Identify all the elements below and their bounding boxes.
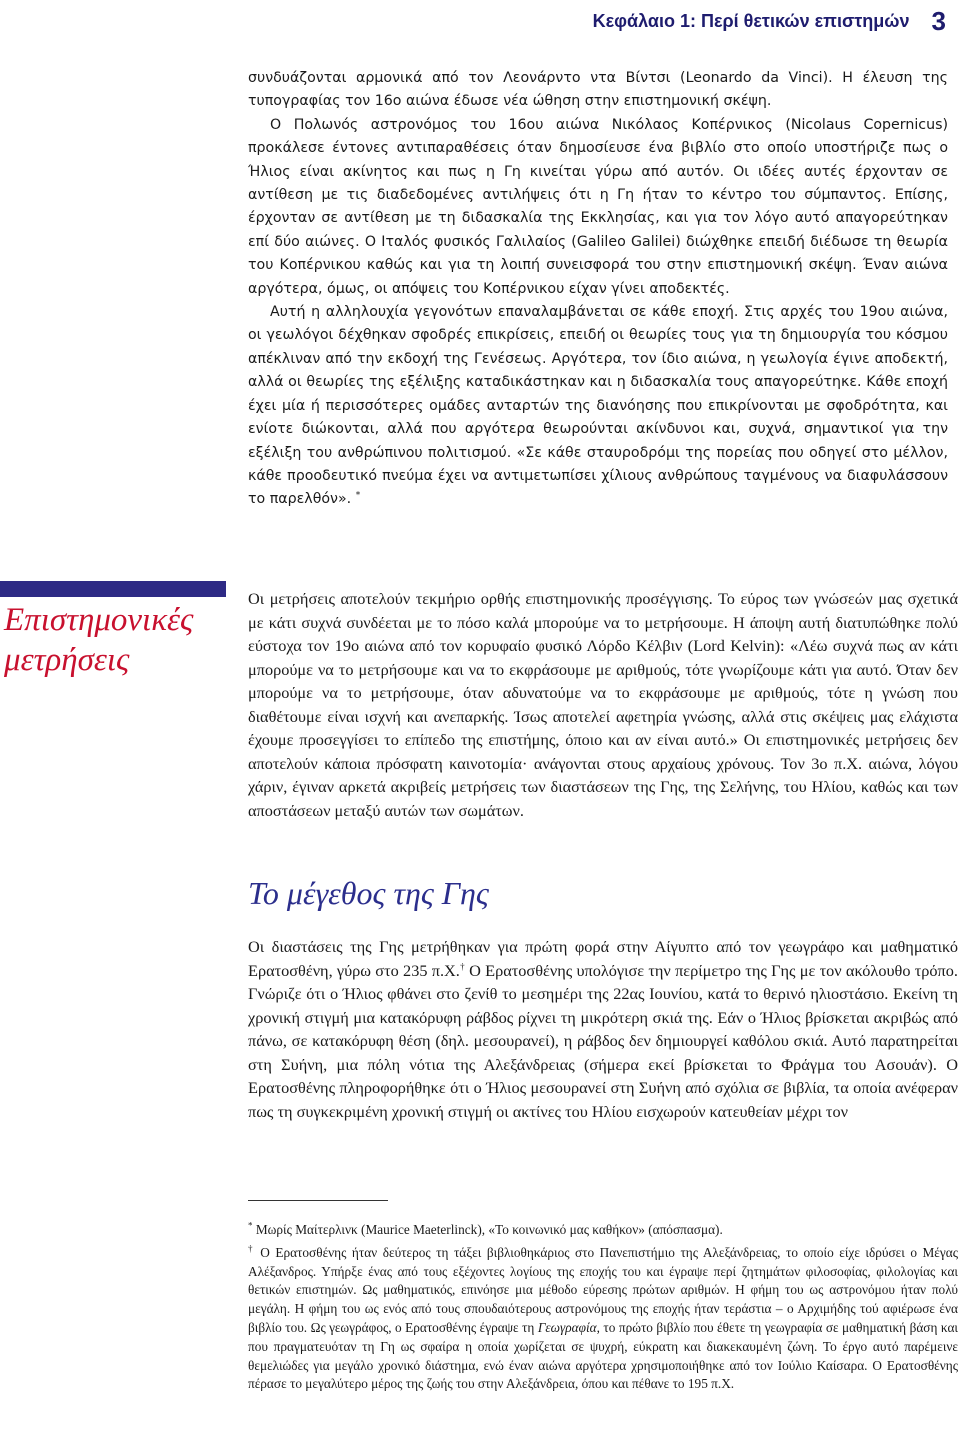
footnote-2-italic: Γεωγραφία [537,1319,597,1335]
measurements-text [248,587,958,822]
measurements-paragraph: Οι μετρήσεις αποτελούν τεκμήριο ορθής επιστημονικής προσέγγισης. Το εύρος των γνώσεών μας σχετικά με κάτι συχνά συνδέεται με το πόσο καλά μπορούμε να το μετρήσουμε. Η άποψη αυτή διατυπώθηκε πολύ εύστοχα τον 19ο αιώνα από τον κορυφαίο φυσικό Λόρδο Κέλβιν (Lord Kelvin): «Λέω συχνά πως αν κάτι μπορούμε να το μετρήσουμε και να το εκφράσουμε με αριθμούς, τότε γνωρίζουμε κάτι για αυτό. Όταν δεν μπορούμε να το μετρήσουμε, όταν αδυνατούμε να το εκφράσουμε με αριθμούς, τότε η γνώση που διαθέτουμε είναι ισχνή και ανεπαρκής. Ίσως αποτελεί αφετηρία γνώσης, αλλά στις σκέψεις μας ελάχιστα έχουμε προσεγγίσει το επίπεδο της επιστήμης, όποιο και αν είναι αυτό.» Οι επιστημονικές μετρήσεις δεν αποτελούν κάποια πρόσφατη καινοτομία· ανάγονται στους αρχαίους χρόνους. Τον 3ο π.Χ. αιώνα, λόγου χάριν, έγιναν αρκετά ακριβείς μετρήσεις των διαστάσεων της Γης, της Σελήνης, του Ηλίου, καθώς και των αποστάσεων μεταξύ αυτών των σωμάτων. [248,589,958,820]
section-bar [0,581,226,597]
earth-paragraph [248,935,958,1123]
footnotes [248,1221,958,1398]
footnote-2 [248,1244,958,1394]
intro-text [248,67,948,512]
sidebar-heading-line-1: Επιστημονικές [4,602,194,638]
footnote-2-text-a: Ο Ερατοσθένης ήταν δεύτερος τη τάξει βιβλιοθηκάριος στο Πανεπιστήμιο της Αλεξάνδρειας, το οποίο είχε ιδρύσει ο Μέγας Αλέξανδρος. Υπήρξε ένας από τους εξέχοντες λογίους της εποχής του και έγραψε περί ζητημάτων φιλοσοφίας, φιλολογίας και θετικών επιστημών. Ως μαθηματικός, επινόησε μια μέθοδο εύρεσης πρώτων αριθμών. Η φήμη του ως αστρονόμου ήταν πολύ μεγάλη. Η φήμη του ως ενός από τους σπουδαιότερους αστρονόμους της εποχής ήταν τεράστια – ο Αρχιμήδης τού αφιέρωσε ένα βιβλίο του. Ως γεωγράφος, ο Ερατοσθένης έγραψε τη [248,1244,959,1335]
section-heading-earth-size: Το μέγεθος της Γης [248,875,489,911]
earth-text [248,935,958,1123]
footnote-2-mark: † [248,1243,255,1254]
sidebar-heading-line-2: μετρήσεις [4,642,130,678]
running-header [593,6,946,37]
footnote-1-text: Μωρίς Μαίτερλινκ (Maurice Maeterlinck), «Το κοινωνικό μας καθήκον» (απόσπασμα). [252,1222,723,1237]
footnote-1-mark: * [248,1220,253,1231]
footnote-ref-star: * [355,490,361,501]
intro-paragraph-2: Ο Πολωνός αστρονόμος του 16ου αιώνα Νικόλαος Κοπέρνικος (Nicolaus Copernicus) προκάλεσε έντονες αντιπαραθέσεις όταν δημοσίευσε ένα βιβλίο στο οποίο υποστήριζε πως ο Ήλιος είναι ακίνητος και πως η Γη κινείται γύρω από αυτόν. Οι ιδέες αυτές έρχονταν σε αντίθεση με τις διαδεδομένες αντιλήψεις ότι η Γη ήταν το κέντρο του σύμπαντος. Επίσης, έρχονταν σε αντίθεση με τη διδασκαλία της Εκκλησίας, και για τον λόγο αυτό απαγορεύτηκαν επί δύο αιώνες. Ο Ιταλός φυσικός Γαλιλαίος (Galileo Galilei) διώχθηκε επειδή διέδωσε τη θεωρία του Κοπέρνικου καθώς και για τη λοιπή συνεισφορά του στην επιστημονική σκέψη. Έναν αιώνα αργότερα, όμως, οι απόψεις του Κοπέρνικου είχαν γίνει αποδεκτές. [248,116,948,297]
footnote-ref-dagger: † [459,961,465,972]
earth-paragraph-a: Οι διαστάσεις της Γης μετρήθηκαν για πρώτη φορά στην Αίγυπτο από τον γεωγράφο και μαθηματικό Ερατοσθένη, γύρω στο 235 π.Χ. [248,937,958,980]
earth-paragraph-b: Ο Ερατοσθένης υπολόγισε την περίμετρο της Γης με τον ακόλουθο τρόπο. Γνώριζε ότι ο Ήλιος φθάνει στο ζενίθ το μεσημέρι της 22ας Ιουνίου, κατά το θερινό ηλιοστάσιο. Εκείνη τη χρονική στιγμή μια κατακόρυφη ράβδος ρίχνει τη μικρότερη σκιά της. Εάν ο Ήλιος βρίσκεται ακριβώς από πάνω, σε κατακόρυφη θέση (δηλ. μεσουρανεί), η ράβδος δεν δημιουργεί καθόλου σκιά. Αυτό παρατηρείται στη Συήνη, μια πόλη νότια της Αλεξάνδρειας (σήμερα εκεί βρίσκεται το Φράγμα του Ασουάν). Ο Ερατοσθένης πληροφορήθηκε ότι ο Ήλιος μεσουρανεί στη Συήνη από σχόλια σε βιβλία, τα οποία ανέφεραν πως τη συγκεκριμένη χρονική στιγμή οι ακτίνες του Ηλίου εισχωρούν κατευθείαν μέχρι τον [248,960,958,1121]
footnote-2-text-b: , το πρώτο βιβλίο που έθετε τη γεωγραφία σε μαθηματική βάση και που πραγματευόταν τη Γη ως σφαίρα η οποία χωρίζεται σε ψυχρή, εύκρατη και διακεκαυμένη ζώνη. Το έργο αυτό παρέμεινε θεμελιώδες για μεγάλο χρονικό διάστημα, ενώ έναν αιώνα αργότερα χρησιμοποιήθηκε από τον Ιούλιο Καίσαρα. Ο Ερατοσθένης πέρασε το μεγαλύτερο μέρος της ζωής του στην Αλεξάνδρεια, όπου και πέθανε το 195 π.Χ. [248,1319,959,1392]
intro-paragraph-3 [248,301,948,512]
intro-paragraph-3-text: Αυτή η αλληλουχία γεγονότων επαναλαμβάνεται σε κάθε εποχή. Στις αρχές του 19ου αιώνα, οι γεωλόγοι δέχθηκαν σφοδρές επικρίσεις, επειδή οι θεωρίες τους για τη δημιουργία του κόσμου απέκλιναν από την εκδοχή της Γενέσεως. Αργότερα, τον ίδιο αιώνα, η γεωλογία έγινε αποδεκτή, αλλά οι θεωρίες της εξέλιξης καταδικάστηκαν και η διδασκαλία τους απαγορεύτηκε. Κάθε εποχή έχει μία ή περισσότερες ομάδες ανταρτών της διανόησης που επικρίνονται με σφοδρότητα, και ενίοτε διώκονται, αλλά που αργότερα θεωρούνται ακίνδυνοι και, συχνά, σημαντικοί για την εξέλιξη του ανθρώπινου πολιτισμού. «Σε κάθε σταυροδρόμι της πορείας που οδηγεί στο μέλλον, κάθε προοδευτικό πνεύμα έχει να αντιμετωπίσει χίλιους ανθρώπους ταγμένους να διαφυλάσσουν το παρελθόν». [248,304,948,508]
chapter-title: Κεφάλαιο 1: Περί θετικών επιστημών [592,11,910,31]
footnote-divider [248,1200,388,1201]
intro-paragraph-1: συνδυάζονται αρμονικά από τον Λεονάρντο ντα Βίντσι (Leonardo da Vinci). Η έλευση της τυπογραφίας τον 16ο αιώνα έδωσε νέα ώθηση στην επιστημονική σκέψη. [248,70,948,110]
sidebar-heading [4,600,193,680]
footnote-1 [248,1221,958,1240]
page-number: 3 [931,6,946,36]
